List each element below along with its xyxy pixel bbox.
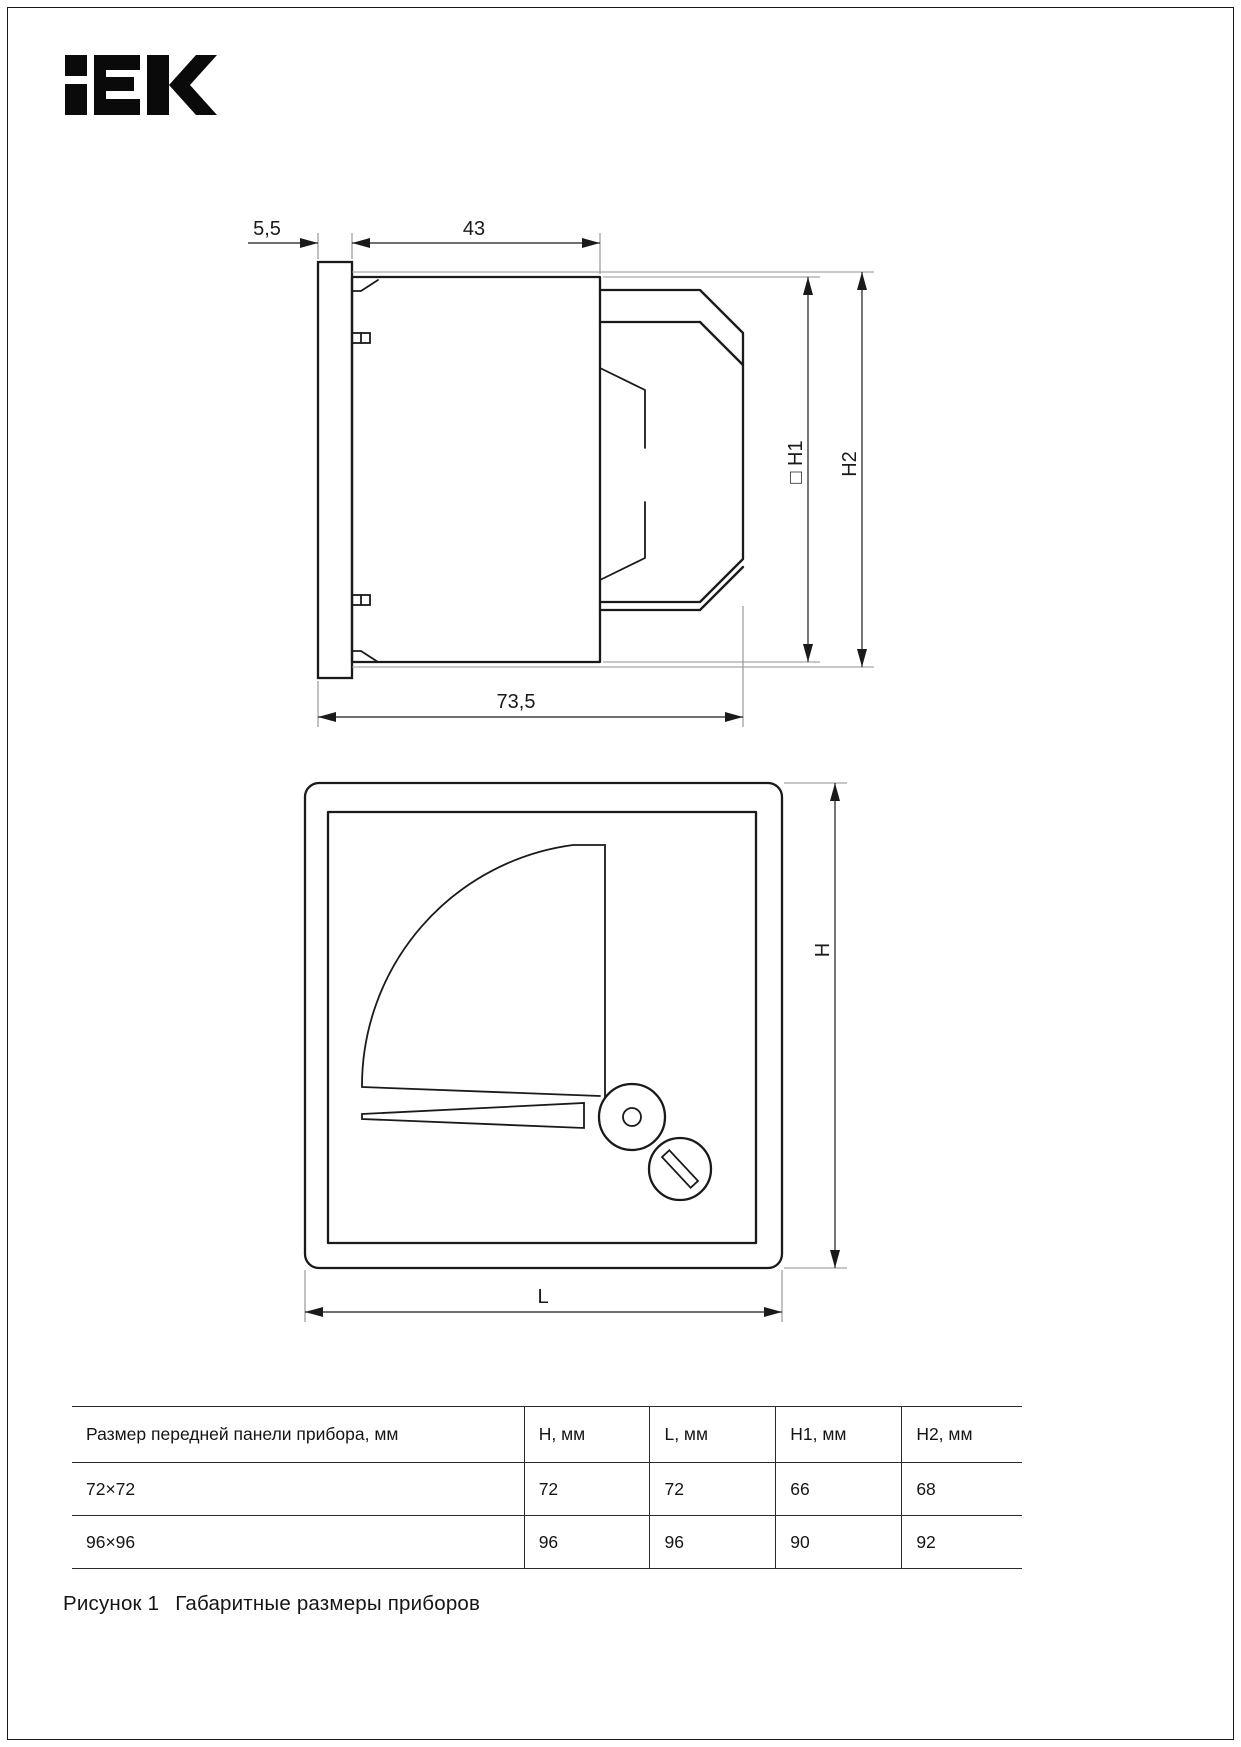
side-bezel bbox=[318, 262, 352, 678]
front-extension-lines bbox=[305, 783, 847, 1322]
table-row bbox=[72, 1516, 1022, 1569]
header-l: L, мм bbox=[650, 1407, 776, 1463]
dim-body-depth-label: 43 bbox=[462, 218, 486, 240]
cell-h1: 66 bbox=[776, 1463, 902, 1516]
logo-k bbox=[147, 55, 217, 115]
dim-cutout-height-label: □ H1 bbox=[785, 440, 807, 484]
header-h2: H2, мм bbox=[902, 1407, 1022, 1463]
cell-size: 96×96 bbox=[72, 1516, 524, 1569]
header-h1: H1, мм bbox=[776, 1407, 902, 1463]
side-clip-bottom bbox=[352, 595, 370, 605]
dim-cutout-height bbox=[785, 277, 813, 662]
dim-bezel-depth-label: 5,5 bbox=[253, 218, 281, 240]
cell-h1: 90 bbox=[776, 1516, 902, 1569]
front-view bbox=[305, 783, 782, 1268]
cell-h2: 92 bbox=[902, 1516, 1022, 1569]
side-terminal-cover bbox=[600, 368, 645, 580]
side-body-top-step bbox=[352, 280, 378, 291]
cell-l: 96 bbox=[650, 1516, 776, 1569]
dimensions-table bbox=[72, 1406, 1022, 1569]
figure-caption bbox=[63, 1592, 480, 1616]
dim-total-depth-label: 73,5 bbox=[496, 691, 536, 713]
dim-front-height-label: H bbox=[812, 942, 834, 958]
dim-front-width bbox=[305, 1286, 782, 1317]
dim-bezel-depth bbox=[248, 218, 318, 248]
front-pivot bbox=[599, 1084, 665, 1150]
front-pointer-needle bbox=[362, 1103, 584, 1128]
logo-i-stem bbox=[65, 84, 87, 115]
side-body bbox=[352, 277, 600, 662]
table-header-row bbox=[72, 1407, 1022, 1463]
dim-rear-height-label: H2 bbox=[839, 451, 861, 477]
dim-front-height bbox=[812, 783, 840, 1268]
figure-title: Габаритные размеры приборов bbox=[175, 1592, 481, 1615]
dim-front-width-label: L bbox=[537, 1286, 549, 1308]
cell-l: 72 bbox=[650, 1463, 776, 1516]
logo-e bbox=[94, 55, 140, 115]
dim-body-depth bbox=[352, 218, 600, 248]
logo-i-dot bbox=[65, 55, 87, 76]
side-clip-top bbox=[352, 333, 370, 343]
front-zero-adjust-screw bbox=[649, 1138, 711, 1200]
front-dial-sector bbox=[362, 845, 605, 1097]
dim-total-depth bbox=[318, 691, 743, 722]
figure-number: Рисунок 1 bbox=[63, 1592, 160, 1615]
side-rear-housing bbox=[600, 290, 743, 610]
table-row bbox=[72, 1463, 1022, 1516]
header-panel-size: Размер передней панели прибора, мм bbox=[72, 1407, 524, 1463]
side-body-bottom-step bbox=[352, 651, 378, 662]
cell-h2: 68 bbox=[902, 1463, 1022, 1516]
side-view bbox=[318, 262, 743, 678]
dim-rear-height bbox=[839, 272, 867, 667]
front-bezel-outline bbox=[305, 783, 782, 1268]
iek-logo bbox=[65, 55, 217, 115]
cell-h: 72 bbox=[524, 1463, 650, 1516]
header-h: H, мм bbox=[524, 1407, 650, 1463]
cell-size: 72×72 bbox=[72, 1463, 524, 1516]
cell-h: 96 bbox=[524, 1516, 650, 1569]
